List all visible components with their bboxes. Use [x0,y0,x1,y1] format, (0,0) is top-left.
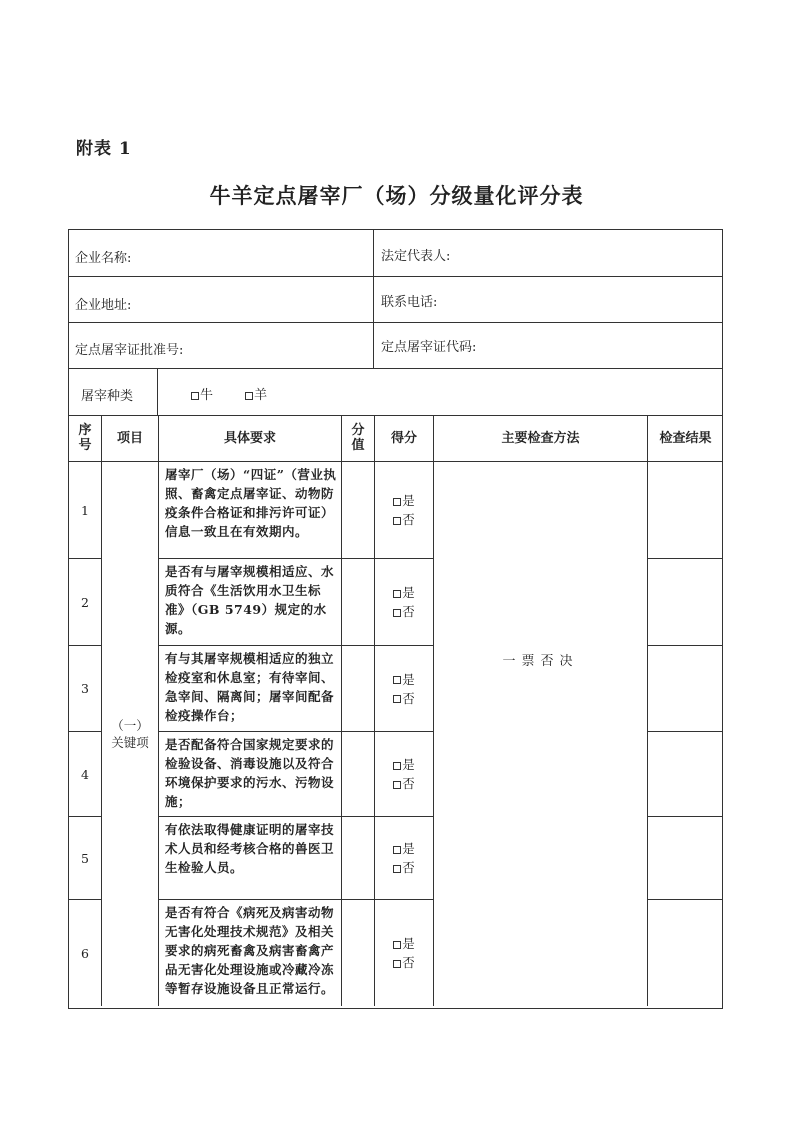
row-result[interactable] [648,817,723,900]
score-yes-option[interactable] [393,583,415,602]
header-seq-text: 序号 [78,423,92,453]
info-row-address [69,277,722,323]
group-code: （一） [111,718,149,733]
score-yes-label: 是 [402,841,415,856]
row-points [342,646,375,732]
group-key-items [102,462,159,1006]
score-no-label: 否 [402,690,415,706]
score-no-label: 否 [402,860,415,875]
header-points [342,415,375,462]
row-seq: 6 [69,900,102,1006]
checkbox-icon [393,941,401,949]
info-row-kind [69,369,722,416]
checkbox-icon [393,498,401,506]
score-no-label: 否 [402,955,415,970]
row-score [375,559,434,646]
approval-no-label: 定点屠宰证批准号: [75,343,184,358]
header-item: 项目 [102,415,159,462]
info-row-cert [69,323,722,369]
info-row-name [69,230,722,277]
row-seq: 1 [69,462,102,559]
score-no-option[interactable] [393,858,415,877]
score-no-label: 否 [402,512,415,527]
cert-code-label: 定点屠宰证代码: [381,340,477,355]
header-requirement: 具体要求 [159,415,342,462]
group-name: 关键项 [111,735,149,750]
header-method: 主要检查方法 [434,415,648,462]
checkbox-icon [393,609,401,617]
row-seq: 4 [69,732,102,817]
row-points [342,900,375,1006]
score-yes-option[interactable] [393,934,415,953]
score-yes-option[interactable] [393,670,415,689]
row-score [375,462,434,559]
checkbox-icon [191,392,199,400]
row-points [342,559,375,646]
checkbox-icon [393,762,401,770]
header-score: 得分 [375,415,434,462]
row-requirement: 是否有符合《病死及病害动物无害化处理技术规范》及相关要求的病死畜禽及病害畜禽产品无害化处理设施或冷藏冷冻等暂存设施设备且正常运行。 [159,900,342,1006]
row-points [342,732,375,817]
legal-rep-label: 法定代表人: [381,249,451,264]
slaughter-kind-options [191,384,267,403]
row-seq: 2 [69,559,102,646]
score-yes-label: 是 [402,757,415,772]
header-seq [69,415,102,462]
option-sheep[interactable] [245,388,267,403]
header-result: 检查结果 [648,415,723,462]
row-score [375,817,434,900]
method-text: 一票否决 [502,653,579,669]
option-cattle[interactable] [191,388,213,403]
method-merged-cell [434,462,648,1006]
scoring-form [68,229,723,1009]
row-seq: 3 [69,646,102,732]
score-yes-option[interactable] [393,839,415,858]
company-name-label: 企业名称: [75,251,132,266]
checkbox-icon [245,392,253,400]
score-yes-label: 是 [402,585,415,600]
score-yes-label: 是 [402,936,415,951]
attachment-label: 附表 1 [76,139,132,159]
score-yes-option[interactable] [393,491,415,510]
score-no-option[interactable] [393,510,415,529]
score-no-option[interactable] [393,953,415,972]
score-no-label: 否 [402,604,415,619]
checkbox-icon [393,695,401,703]
checkbox-icon [393,517,401,525]
score-yes-option[interactable] [393,755,415,774]
row-score [375,646,434,732]
score-yes-label: 是 [402,493,415,508]
header-points-text: 分值 [351,423,365,453]
checkbox-icon [393,865,401,873]
checkbox-icon [393,781,401,789]
row-result[interactable] [648,732,723,817]
row-requirement: 是否配备符合国家规定要求的检验设备、消毒设施以及符合环境保护要求的污水、污物设施； [159,732,342,817]
page-title: 牛羊定点屠宰厂（场）分级量化评分表 [209,183,584,208]
row-score [375,732,434,817]
score-no-option[interactable] [393,602,415,621]
checkbox-icon [393,590,401,598]
row-result[interactable] [648,646,723,732]
row-result[interactable] [648,559,723,646]
row-points [342,817,375,900]
row-requirement: 有依法取得健康证明的屠宰技术人员和经考核合格的兽医卫生检验人员。 [159,817,342,900]
score-no-option[interactable] [393,689,415,708]
slaughter-kind-label: 屠宰种类 [81,389,134,404]
company-address-label: 企业地址: [75,298,132,313]
row-result[interactable] [648,462,723,559]
row-requirement: 是否有与屠宰规模相适应、水质符合《生活饮用水卫生标准》（GB 5749）规定的水源。 [159,559,342,646]
row-points [342,462,375,559]
option-cattle-label: 牛 [200,388,214,403]
row-result[interactable] [648,900,723,1006]
row-seq: 5 [69,817,102,900]
row-score [375,900,434,1006]
score-no-option[interactable] [393,774,415,793]
checkbox-icon [393,676,401,684]
checkbox-icon [393,846,401,854]
row-requirement: 有与其屠宰规模相适应的独立检疫室和休息室；有待宰间、急宰间、隔离间；屠宰间配备检疫操作台； [159,646,342,732]
score-yes-label: 是 [402,671,415,687]
phone-label: 联系电话: [381,295,438,310]
score-no-label: 否 [402,776,415,791]
checkbox-icon [393,960,401,968]
option-sheep-label: 羊 [254,388,268,403]
row-requirement: 屠宰厂（场）“四证”（营业执照、畜禽定点屠宰证、动物防疫条件合格证和排污许可证）信息一致且在有效期内。 [159,462,342,559]
